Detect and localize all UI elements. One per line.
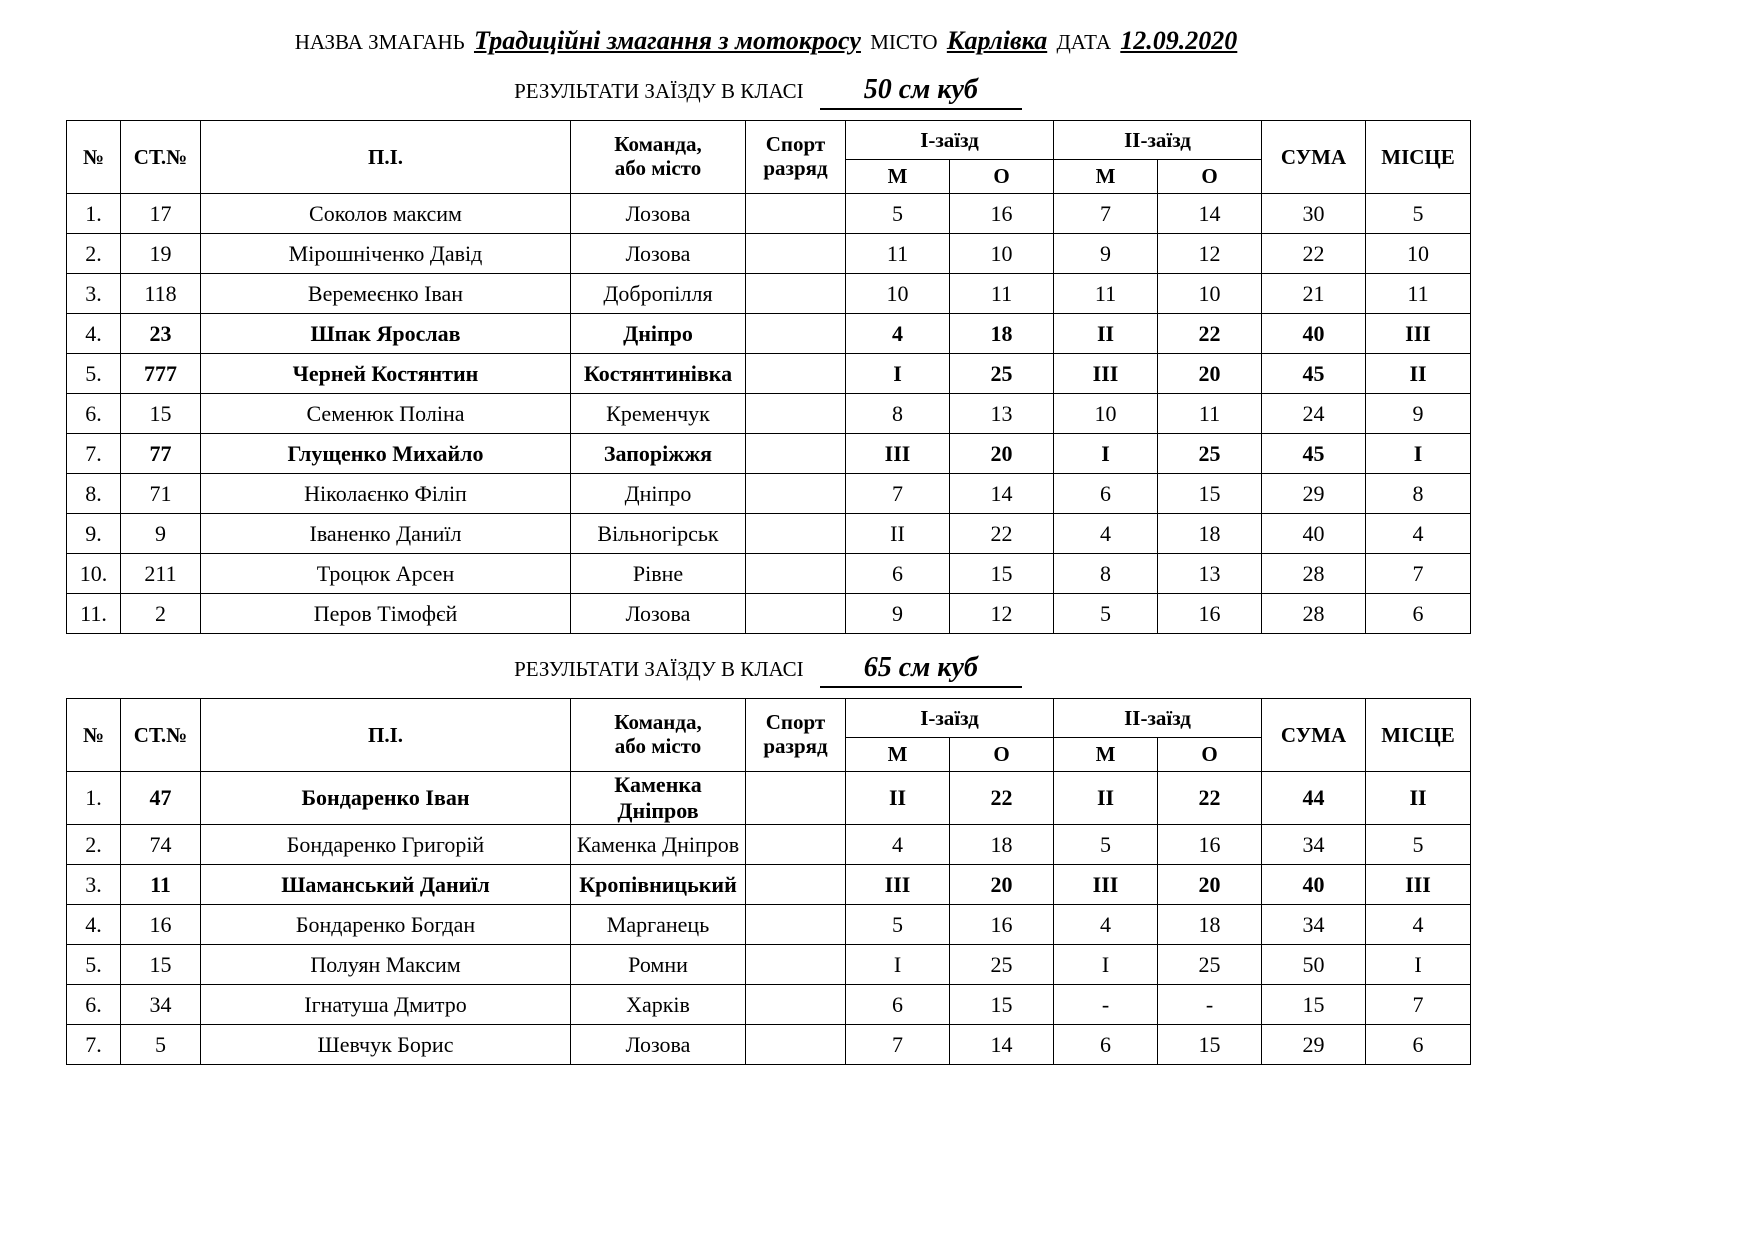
result-row	[67, 772, 1471, 825]
col-header-name: П.І.	[201, 699, 571, 772]
sum-value: 29	[1262, 1025, 1366, 1065]
race2-points: 13	[1158, 554, 1262, 594]
results-label: РЕЗУЛЬТАТИ ЗАЇЗДУ В КЛАСІ	[514, 79, 804, 103]
final-place: 6	[1366, 1025, 1471, 1065]
final-place: 11	[1366, 274, 1471, 314]
race1-points: 25	[950, 945, 1054, 985]
results-label-2: РЕЗУЛЬТАТИ ЗАЇЗДУ В КЛАСІ	[514, 657, 804, 681]
final-place: 5	[1366, 825, 1471, 865]
race2-place: ІІІ	[1054, 354, 1158, 394]
race2-place: ІІ	[1054, 314, 1158, 354]
rider-name: Іваненко Даниїл	[201, 514, 571, 554]
race1-points: 10	[950, 234, 1054, 274]
team-city: Дніпро	[571, 314, 746, 354]
results-body-65cc	[67, 772, 1471, 1065]
date-label: ДАТА	[1056, 30, 1112, 54]
race1-place: 4	[846, 825, 950, 865]
race2-place: 8	[1054, 554, 1158, 594]
race2-points: 22	[1158, 314, 1262, 354]
result-row	[67, 314, 1471, 354]
col-header-race2-m: М	[1054, 738, 1158, 772]
race1-points: 22	[950, 514, 1054, 554]
race1-points: 14	[950, 1025, 1054, 1065]
race1-place: 11	[846, 234, 950, 274]
start-number: 34	[121, 985, 201, 1025]
col-header-race1-m: М	[846, 738, 950, 772]
date-value: 12.09.2020	[1120, 26, 1238, 55]
result-row	[67, 985, 1471, 1025]
result-row	[67, 274, 1471, 314]
race2-points: -	[1158, 985, 1262, 1025]
col-header-race2-m: М	[1054, 160, 1158, 194]
sport-rank	[746, 394, 846, 434]
class-name-underline	[820, 74, 1022, 110]
team-city: Вільногірськ	[571, 514, 746, 554]
row-number: 3.	[67, 865, 121, 905]
race1-place: 8	[846, 394, 950, 434]
results-table-50cc	[66, 120, 1471, 634]
city-label: МІСТО	[870, 30, 938, 54]
sport-rank	[746, 194, 846, 234]
team-city: Добропілля	[571, 274, 746, 314]
team-city: Лозова	[571, 594, 746, 634]
col-header-race2-o: О	[1158, 738, 1262, 772]
header-row-group	[67, 121, 1471, 160]
sport-rank	[746, 554, 846, 594]
sport-rank	[746, 594, 846, 634]
sport-rank	[746, 985, 846, 1025]
race1-points: 16	[950, 905, 1054, 945]
rider-name: Глущенко Михайло	[201, 434, 571, 474]
row-number: 2.	[67, 234, 121, 274]
race2-points: 16	[1158, 594, 1262, 634]
row-number: 4.	[67, 314, 121, 354]
col-header-race1-o: О	[950, 738, 1054, 772]
start-number: 118	[121, 274, 201, 314]
sum-value: 15	[1262, 985, 1366, 1025]
race2-place: 5	[1054, 825, 1158, 865]
team-city: Лозова	[571, 194, 746, 234]
team-city: Марганець	[571, 905, 746, 945]
start-number: 71	[121, 474, 201, 514]
row-number: 6.	[67, 985, 121, 1025]
race2-points: 10	[1158, 274, 1262, 314]
final-place: 7	[1366, 985, 1471, 1025]
col-header-sum: СУМА	[1262, 121, 1366, 194]
race2-points: 22	[1158, 772, 1262, 825]
row-number: 7.	[67, 1025, 121, 1065]
race1-place: 5	[846, 194, 950, 234]
rider-name: Бондаренко Григорій	[201, 825, 571, 865]
col-header-team-line2: або місто	[614, 734, 702, 758]
sum-value: 40	[1262, 865, 1366, 905]
col-header-rank-line2: разряд	[763, 156, 828, 180]
col-header-start-num: СТ.№	[121, 699, 201, 772]
rider-name: Шаманський Даниїл	[201, 865, 571, 905]
sum-value: 29	[1262, 474, 1366, 514]
race2-place: ІІІ	[1054, 865, 1158, 905]
race2-points: 15	[1158, 474, 1262, 514]
row-number: 6.	[67, 394, 121, 434]
sum-value: 21	[1262, 274, 1366, 314]
sum-value: 44	[1262, 772, 1366, 825]
team-city: Костянтинівка	[571, 354, 746, 394]
col-header-rank-line1: Спорт	[765, 132, 826, 157]
race1-points: 18	[950, 825, 1054, 865]
start-number: 11	[121, 865, 201, 905]
result-row	[67, 825, 1471, 865]
rider-name: Ніколаєнко Філіп	[201, 474, 571, 514]
race2-points: 18	[1158, 905, 1262, 945]
race1-place: 9	[846, 594, 950, 634]
sport-rank	[746, 945, 846, 985]
final-place: 9	[1366, 394, 1471, 434]
race2-points: 25	[1158, 434, 1262, 474]
final-place: 8	[1366, 474, 1471, 514]
start-number: 74	[121, 825, 201, 865]
team-city: Харків	[571, 985, 746, 1025]
race2-place: І	[1054, 434, 1158, 474]
race2-points: 14	[1158, 194, 1262, 234]
race1-place: І	[846, 945, 950, 985]
col-header-rank-line1: Спорт	[765, 710, 826, 735]
rider-name: Соколов максим	[201, 194, 571, 234]
team-city: Запоріжжя	[571, 434, 746, 474]
race1-place: 4	[846, 314, 950, 354]
row-number: 10.	[67, 554, 121, 594]
col-header-team	[571, 121, 746, 194]
sport-rank	[746, 905, 846, 945]
race1-points: 15	[950, 985, 1054, 1025]
result-row	[67, 945, 1471, 985]
race1-place: 6	[846, 985, 950, 1025]
race2-place: 10	[1054, 394, 1158, 434]
race1-points: 18	[950, 314, 1054, 354]
result-row	[67, 905, 1471, 945]
result-row	[67, 865, 1471, 905]
final-place: ІІІ	[1366, 865, 1471, 905]
final-place: 4	[1366, 514, 1471, 554]
result-row	[67, 594, 1471, 634]
race2-place: -	[1054, 985, 1158, 1025]
race1-place: 7	[846, 1025, 950, 1065]
team-city: Дніпро	[571, 474, 746, 514]
team-city: Лозова	[571, 1025, 746, 1065]
col-header-start-num: СТ.№	[121, 121, 201, 194]
result-row	[67, 194, 1471, 234]
col-header-team-line1: Команда,	[614, 710, 702, 735]
col-header-rank-line2: разряд	[763, 734, 828, 758]
sum-value: 28	[1262, 594, 1366, 634]
rider-name: Бондаренко Богдан	[201, 905, 571, 945]
race1-place: 7	[846, 474, 950, 514]
sport-rank	[746, 1025, 846, 1065]
sum-value: 34	[1262, 825, 1366, 865]
final-place: ІІ	[1366, 772, 1471, 825]
section-heading-50cc	[66, 74, 1470, 110]
row-number: 1.	[67, 772, 121, 825]
results-table-65cc	[66, 698, 1471, 1065]
row-number: 4.	[67, 905, 121, 945]
col-header-num: №	[67, 121, 121, 194]
team-city: Каменка Дніпров	[571, 825, 746, 865]
race1-place: ІІ	[846, 514, 950, 554]
race2-place: 9	[1054, 234, 1158, 274]
start-number: 5	[121, 1025, 201, 1065]
race1-place: 6	[846, 554, 950, 594]
competition-name: Традиційні змагання з мотокросу	[473, 26, 861, 55]
col-header-race2: ІІ-заїзд	[1054, 121, 1262, 160]
class-name-65cc: 65 см куб	[863, 652, 978, 683]
team-city: Рівне	[571, 554, 746, 594]
race1-points: 13	[950, 394, 1054, 434]
rider-name: Семенюк Поліна	[201, 394, 571, 434]
col-header-race1: І-заїзд	[846, 121, 1054, 160]
col-header-num: №	[67, 699, 121, 772]
race2-points: 12	[1158, 234, 1262, 274]
sum-value: 22	[1262, 234, 1366, 274]
start-number: 15	[121, 394, 201, 434]
row-number: 7.	[67, 434, 121, 474]
class-name-50cc: 50 см куб	[863, 74, 978, 105]
race2-place: 5	[1054, 594, 1158, 634]
race1-place: 5	[846, 905, 950, 945]
sum-value: 30	[1262, 194, 1366, 234]
race1-points: 12	[950, 594, 1054, 634]
start-number: 47	[121, 772, 201, 825]
race1-place: ІІІ	[846, 434, 950, 474]
sport-rank	[746, 825, 846, 865]
col-header-rank	[746, 121, 846, 194]
sum-value: 34	[1262, 905, 1366, 945]
start-number: 17	[121, 194, 201, 234]
race2-place: 11	[1054, 274, 1158, 314]
sum-value: 45	[1262, 354, 1366, 394]
start-number: 16	[121, 905, 201, 945]
col-header-race2-o: О	[1158, 160, 1262, 194]
bottom-whitespace	[66, 1065, 1470, 1245]
race1-points: 11	[950, 274, 1054, 314]
col-header-team-line2: або місто	[614, 156, 702, 180]
city-value: Карлівка	[946, 26, 1048, 55]
row-number: 5.	[67, 354, 121, 394]
rider-name: Веремеєнко Іван	[201, 274, 571, 314]
team-city: Каменка Дніпров	[571, 772, 746, 825]
sport-rank	[746, 314, 846, 354]
final-place: 4	[1366, 905, 1471, 945]
result-row	[67, 394, 1471, 434]
result-row	[67, 354, 1471, 394]
rider-name: Ігнатуша Дмитро	[201, 985, 571, 1025]
col-header-race2: ІІ-заїзд	[1054, 699, 1262, 738]
race2-place: І	[1054, 945, 1158, 985]
col-header-name: П.І.	[201, 121, 571, 194]
race2-points: 20	[1158, 865, 1262, 905]
race1-points: 25	[950, 354, 1054, 394]
team-city: Ромни	[571, 945, 746, 985]
race1-place: 10	[846, 274, 950, 314]
race2-place: 7	[1054, 194, 1158, 234]
section-heading-65cc	[66, 652, 1470, 688]
results-body-50cc	[67, 194, 1471, 634]
race1-points: 16	[950, 194, 1054, 234]
rider-name: Черней Костянтин	[201, 354, 571, 394]
row-number: 3.	[67, 274, 121, 314]
rider-name: Полуян Максим	[201, 945, 571, 985]
start-number: 2	[121, 594, 201, 634]
sport-rank	[746, 234, 846, 274]
document-header	[66, 26, 1470, 56]
race1-points: 20	[950, 865, 1054, 905]
start-number: 15	[121, 945, 201, 985]
col-header-place: МІСЦЕ	[1366, 121, 1471, 194]
start-number: 211	[121, 554, 201, 594]
col-header-rank	[746, 699, 846, 772]
sport-rank	[746, 474, 846, 514]
race2-place: 4	[1054, 514, 1158, 554]
col-header-team	[571, 699, 746, 772]
race1-place: І	[846, 354, 950, 394]
team-city: Кропівницький	[571, 865, 746, 905]
row-number: 9.	[67, 514, 121, 554]
final-place: 5	[1366, 194, 1471, 234]
race2-points: 20	[1158, 354, 1262, 394]
final-place: І	[1366, 434, 1471, 474]
col-header-team-line1: Команда,	[614, 132, 702, 157]
race1-points: 14	[950, 474, 1054, 514]
start-number: 23	[121, 314, 201, 354]
header-row-group	[67, 699, 1471, 738]
race1-place: ІІІ	[846, 865, 950, 905]
result-row	[67, 234, 1471, 274]
race2-points: 11	[1158, 394, 1262, 434]
col-header-race1: І-заїзд	[846, 699, 1054, 738]
result-row	[67, 1025, 1471, 1065]
start-number: 77	[121, 434, 201, 474]
final-place: 10	[1366, 234, 1471, 274]
start-number: 9	[121, 514, 201, 554]
race2-place: 4	[1054, 905, 1158, 945]
race1-points: 15	[950, 554, 1054, 594]
row-number: 2.	[67, 825, 121, 865]
rider-name: Перов Тімофєй	[201, 594, 571, 634]
rider-name: Троцюк Арсен	[201, 554, 571, 594]
race2-points: 25	[1158, 945, 1262, 985]
race1-points: 22	[950, 772, 1054, 825]
final-place: ІІІ	[1366, 314, 1471, 354]
class-name-underline-2	[820, 652, 1022, 688]
team-city: Лозова	[571, 234, 746, 274]
sport-rank	[746, 354, 846, 394]
final-place: 7	[1366, 554, 1471, 594]
col-header-race1-o: О	[950, 160, 1054, 194]
final-place: І	[1366, 945, 1471, 985]
team-city: Кременчук	[571, 394, 746, 434]
start-number: 777	[121, 354, 201, 394]
row-number: 5.	[67, 945, 121, 985]
col-header-race1-m: М	[846, 160, 950, 194]
col-header-sum: СУМА	[1262, 699, 1366, 772]
sum-value: 40	[1262, 314, 1366, 354]
start-number: 19	[121, 234, 201, 274]
race2-points: 16	[1158, 825, 1262, 865]
rider-name: Бондаренко Іван	[201, 772, 571, 825]
row-number: 11.	[67, 594, 121, 634]
sum-value: 40	[1262, 514, 1366, 554]
sport-rank	[746, 772, 846, 825]
sum-value: 45	[1262, 434, 1366, 474]
race2-place: 6	[1054, 474, 1158, 514]
sum-value: 50	[1262, 945, 1366, 985]
sport-rank	[746, 434, 846, 474]
race2-place: 6	[1054, 1025, 1158, 1065]
race1-points: 20	[950, 434, 1054, 474]
race2-points: 18	[1158, 514, 1262, 554]
sport-rank	[746, 274, 846, 314]
result-row	[67, 434, 1471, 474]
row-number: 1.	[67, 194, 121, 234]
race1-place: ІІ	[846, 772, 950, 825]
result-row	[67, 474, 1471, 514]
rider-name: Шевчук Борис	[201, 1025, 571, 1065]
competition-label: НАЗВА ЗМАГАНЬ	[294, 30, 465, 54]
final-place: ІІ	[1366, 354, 1471, 394]
document-page	[66, 0, 1470, 1245]
sport-rank	[746, 514, 846, 554]
sum-value: 24	[1262, 394, 1366, 434]
result-row	[67, 554, 1471, 594]
sport-rank	[746, 865, 846, 905]
row-number: 8.	[67, 474, 121, 514]
rider-name: Шпак Ярослав	[201, 314, 571, 354]
col-header-place: МІСЦЕ	[1366, 699, 1471, 772]
race2-place: ІІ	[1054, 772, 1158, 825]
result-row	[67, 514, 1471, 554]
rider-name: Мірошніченко Давід	[201, 234, 571, 274]
final-place: 6	[1366, 594, 1471, 634]
sum-value: 28	[1262, 554, 1366, 594]
race2-points: 15	[1158, 1025, 1262, 1065]
